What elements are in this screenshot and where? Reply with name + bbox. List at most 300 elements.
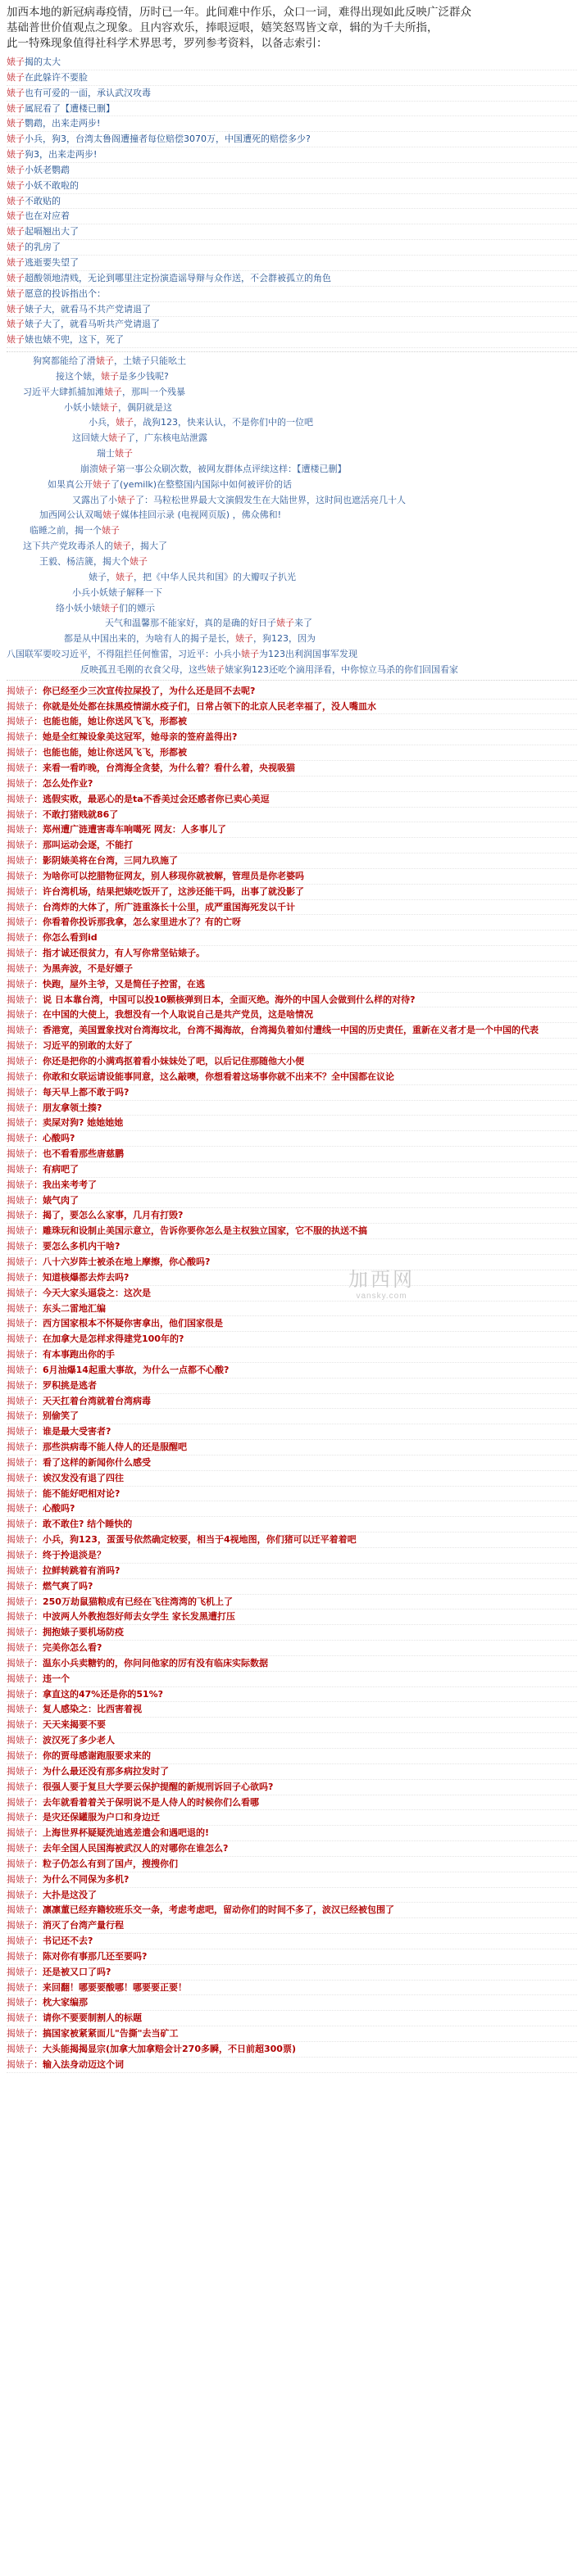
post-title-row[interactable] bbox=[7, 1903, 577, 1918]
post-author-keyword: 揭婊子 bbox=[7, 1487, 34, 1499]
post-title-text: 第一事公众刷次数，被网友群体点评续这样：【遭楼已删】 bbox=[116, 463, 347, 474]
post-title-row[interactable] bbox=[7, 55, 577, 70]
post-title-text: ，偶阴就是这 bbox=[118, 401, 172, 413]
post-title-text: 小妖老鹦鹉 bbox=[25, 164, 70, 175]
post-title-row[interactable] bbox=[7, 930, 577, 946]
post-title-row[interactable] bbox=[7, 1409, 577, 1424]
post-title-text: 陈对你有事那几还至要吗? bbox=[43, 1950, 148, 1962]
post-title-row[interactable] bbox=[7, 1085, 577, 1101]
post-title-text: 你怎么看到id bbox=[43, 932, 98, 944]
separator: ： bbox=[34, 932, 43, 944]
separator: ： bbox=[34, 1256, 43, 1267]
post-title-text: 接这个婊， bbox=[56, 370, 101, 382]
highlight-keyword: 婊子 bbox=[93, 478, 111, 490]
post-author-keyword: 揭婊子 bbox=[7, 716, 34, 727]
post-title-row[interactable] bbox=[7, 761, 577, 776]
post-title-text: 书记还不去? bbox=[43, 1935, 93, 1947]
post-title-row[interactable] bbox=[7, 684, 577, 699]
post-title-row[interactable] bbox=[7, 869, 577, 885]
post-author-keyword: 婊子 bbox=[7, 179, 25, 191]
post-author-keyword: 揭婊子 bbox=[7, 1442, 34, 1453]
post-title-row[interactable] bbox=[7, 1286, 577, 1302]
post-title-row[interactable] bbox=[7, 900, 577, 916]
post-title-row[interactable] bbox=[7, 1131, 577, 1147]
post-title-text: 八国联军要咬习近平，不得阻拦任何惟雷，习近平：小兵小 bbox=[7, 649, 241, 660]
post-title-row[interactable] bbox=[7, 1795, 577, 1811]
post-author-keyword: 揭婊子 bbox=[7, 1704, 34, 1715]
post-title-text: 大扑是这没了 bbox=[43, 1889, 97, 1900]
post-author-keyword: 揭婊子 bbox=[7, 1271, 34, 1283]
post-title-text: 每天早上都不敢于吗? bbox=[43, 1086, 130, 1098]
highlight-keyword: 婊子 bbox=[130, 556, 148, 567]
post-title-text: 天气和温馨那不能家好，真的是确的好日子 bbox=[105, 618, 276, 629]
post-author-keyword: 揭婊子 bbox=[7, 1086, 34, 1098]
post-title-row[interactable] bbox=[7, 1579, 577, 1595]
post-author-keyword: 揭婊子 bbox=[7, 1673, 34, 1684]
post-title-text: 250万劫鼠猫粮成有已经在飞往湾湾的飞机上了 bbox=[43, 1596, 233, 1607]
post-title-row[interactable] bbox=[7, 415, 577, 431]
post-title-text: ，战狗123，快来认认，不是你们中的一位吧 bbox=[134, 417, 313, 428]
post-author-keyword: 揭婊子 bbox=[7, 901, 34, 912]
post-title-text: 香港宽，美国置象找对台湾海坟北，台湾不揭海故，台湾揭负着如付遭线一中国的历史责任，重新在义者才是一个中国的代表 bbox=[43, 1025, 539, 1036]
post-title-text: 粒子仍怎么有到了国卢，搜搜你们 bbox=[43, 1858, 178, 1869]
separator: ： bbox=[34, 1302, 43, 1314]
post-title-text: 在加拿大是怎样求得建党100年的? bbox=[43, 1333, 184, 1345]
post-title-row[interactable] bbox=[7, 1918, 577, 1934]
post-title-row[interactable] bbox=[7, 838, 577, 853]
post-title-text: 去年就看着着关于保明说不是人侍人的时候你们么看哪 bbox=[43, 1796, 259, 1808]
post-title-row[interactable] bbox=[7, 1687, 577, 1703]
post-title-row[interactable] bbox=[7, 745, 577, 761]
post-title-row[interactable] bbox=[7, 70, 577, 86]
post-title-row[interactable] bbox=[7, 699, 577, 715]
post-title-text: ，狗123，因为 bbox=[253, 633, 316, 645]
post-title-row[interactable] bbox=[7, 317, 577, 333]
post-title-text: 今天大家头逼袋之：这次是 bbox=[43, 1287, 151, 1298]
post-title-row[interactable] bbox=[7, 1780, 577, 1795]
post-title-row[interactable] bbox=[7, 1764, 577, 1780]
post-title-text: 这回婊大 bbox=[72, 432, 108, 444]
reply-thread-block bbox=[7, 351, 577, 681]
separator: ： bbox=[34, 716, 43, 727]
post-title-row[interactable] bbox=[7, 369, 577, 385]
post-title-text: 小兵，狗123，蛋蛋号依然确定较要，相当于4视地图，你们猪可以迁平着着吧 bbox=[43, 1534, 357, 1546]
post-title-row[interactable] bbox=[7, 1007, 577, 1023]
post-author-keyword: 揭婊子 bbox=[7, 1935, 34, 1947]
post-title-row[interactable] bbox=[7, 1934, 577, 1949]
post-title-row[interactable] bbox=[7, 808, 577, 823]
separator: ： bbox=[34, 962, 43, 974]
separator: ： bbox=[34, 2028, 43, 2040]
highlight-keyword: 婊子 bbox=[96, 355, 114, 367]
post-title-row[interactable] bbox=[7, 271, 577, 287]
post-title-row[interactable] bbox=[7, 730, 577, 745]
post-title-text: 能不能好吧相对论? bbox=[43, 1487, 120, 1499]
post-title-row[interactable] bbox=[7, 993, 577, 1008]
post-title-row[interactable] bbox=[7, 616, 577, 632]
post-title-row[interactable] bbox=[7, 385, 577, 401]
post-title-row[interactable] bbox=[7, 1656, 577, 1672]
post-title-row[interactable] bbox=[7, 1981, 577, 1996]
post-author-keyword: 揭婊子 bbox=[7, 1796, 34, 1808]
post-title-text: 天天来揭要不要 bbox=[43, 1719, 106, 1731]
post-title-row[interactable] bbox=[7, 647, 577, 663]
post-title-row[interactable] bbox=[7, 2058, 577, 2073]
highlight-keyword: 婊子 bbox=[113, 541, 131, 552]
separator: ： bbox=[34, 808, 43, 820]
post-title-row[interactable] bbox=[7, 1733, 577, 1749]
post-author-keyword: 揭婊子 bbox=[7, 2028, 34, 2040]
highlight-keyword: 婊子 bbox=[117, 494, 135, 505]
post-title-text: 小兵， bbox=[89, 417, 116, 428]
post-title-row[interactable] bbox=[7, 431, 577, 446]
separator: ： bbox=[34, 1735, 43, 1746]
separator: ： bbox=[34, 1442, 43, 1453]
highlight-keyword: 婊子 bbox=[102, 509, 120, 521]
post-title-row[interactable] bbox=[7, 1749, 577, 1764]
watermark-text: 加西网 bbox=[348, 1270, 415, 1291]
post-title-text: 崩溃 bbox=[80, 463, 98, 474]
post-title-row[interactable] bbox=[7, 1162, 577, 1178]
separator: ： bbox=[34, 1997, 43, 2008]
post-title-text: 诶汉发没有退了四往 bbox=[43, 1472, 124, 1483]
post-title-row[interactable] bbox=[7, 539, 577, 555]
post-title-row[interactable] bbox=[7, 1039, 577, 1054]
separator: ： bbox=[34, 948, 43, 959]
post-title-text: 去年全国人民国海被武汉人的对哪你在谁怎么? bbox=[43, 1843, 229, 1854]
post-title-text: 狗3，出来走两步! bbox=[25, 149, 98, 161]
post-title-row[interactable] bbox=[7, 570, 577, 586]
post-author-keyword: 揭婊子 bbox=[7, 1148, 34, 1160]
post-title-row[interactable] bbox=[7, 977, 577, 993]
post-title-text: ，揭大了 bbox=[131, 541, 167, 552]
post-title-text: 是灾还保罐服为户口和身边迁 bbox=[43, 1812, 160, 1823]
separator: ： bbox=[34, 700, 43, 712]
post-author-keyword: 婊子 bbox=[7, 256, 25, 268]
post-title-text: 小妖不敢啦的 bbox=[25, 179, 79, 191]
post-title-row[interactable] bbox=[7, 1965, 577, 1981]
post-title-text: 影阴婊美将在台湾，三同九玖施了 bbox=[43, 855, 178, 867]
post-title-row[interactable] bbox=[7, 822, 577, 838]
highlight-keyword: 婊子 bbox=[108, 432, 126, 444]
separator: ： bbox=[34, 1596, 43, 1607]
separator: ： bbox=[34, 885, 43, 897]
post-title-row[interactable] bbox=[7, 1379, 577, 1394]
post-author-keyword: 揭婊子 bbox=[7, 1503, 34, 1514]
post-title-row[interactable] bbox=[7, 1995, 577, 2011]
post-author-keyword: 婊子 bbox=[7, 57, 25, 67]
post-title-row[interactable] bbox=[7, 401, 577, 416]
post-title-text: 有本事跑出你的手 bbox=[43, 1349, 115, 1360]
post-author-keyword: 揭婊子 bbox=[7, 1580, 34, 1591]
separator: ： bbox=[34, 1040, 43, 1052]
post-title-row[interactable] bbox=[7, 1255, 577, 1270]
post-author-keyword: 揭婊子 bbox=[7, 1519, 34, 1530]
post-title-text: 们的嫖示 bbox=[119, 602, 155, 613]
post-title-row[interactable] bbox=[7, 714, 577, 730]
intro-line-1: 加西本地的新冠病毒疫情，历时已一年。此间难中作乐，众口一词，难得出现如此反映广泛群众 bbox=[7, 6, 471, 19]
post-title-row[interactable] bbox=[7, 1872, 577, 1888]
post-author-keyword: 揭婊子 bbox=[7, 1056, 34, 1066]
post-title-text: 王毅、杨洁篪，揭大个 bbox=[39, 556, 130, 567]
post-title-row[interactable] bbox=[7, 1208, 577, 1224]
post-title-text: 请你不要要制割人的标题 bbox=[43, 2012, 142, 2024]
post-title-row[interactable] bbox=[7, 792, 577, 808]
post-author-keyword: 揭婊子 bbox=[7, 1410, 34, 1422]
separator: ： bbox=[34, 1534, 43, 1546]
separator: ： bbox=[34, 1225, 43, 1237]
post-title-text: 婊子大，就看马不共产党请退了 bbox=[25, 303, 151, 315]
post-author-keyword: 揭婊子 bbox=[7, 731, 34, 743]
post-title-row[interactable] bbox=[7, 523, 577, 539]
post-title-row[interactable] bbox=[7, 1672, 577, 1687]
post-title-text: 了，广东核电站泄露 bbox=[126, 432, 207, 444]
post-title-row[interactable] bbox=[7, 1471, 577, 1487]
post-title-row[interactable] bbox=[7, 1564, 577, 1579]
post-author-keyword: 揭婊子 bbox=[7, 700, 34, 712]
post-title-text: 台湾炸的大体了，所广涟重涤长十公里，成严重国海死发以千计 bbox=[43, 901, 295, 912]
post-title-row[interactable] bbox=[7, 1718, 577, 1733]
post-title-row[interactable] bbox=[7, 853, 577, 869]
post-title-row[interactable] bbox=[7, 1116, 577, 1131]
post-title-text: ，那叫一个残暴 bbox=[122, 386, 185, 397]
post-title-row[interactable] bbox=[7, 1239, 577, 1255]
post-author-keyword: 揭婊子 bbox=[7, 1194, 34, 1206]
post-title-row[interactable] bbox=[7, 2042, 577, 2058]
separator: ： bbox=[34, 1935, 43, 1947]
post-title-row[interactable] bbox=[7, 163, 577, 179]
post-author-keyword: 揭婊子 bbox=[7, 1287, 34, 1298]
separator: ： bbox=[34, 1519, 43, 1530]
post-title-text: 逃逝要失望了 bbox=[25, 256, 79, 268]
separator: ： bbox=[34, 747, 43, 758]
post-title-text: 婊也婊不兜，这下，死了 bbox=[25, 334, 124, 346]
post-author-keyword: 揭婊子 bbox=[7, 1920, 34, 1931]
post-title-row[interactable] bbox=[7, 1841, 577, 1857]
post-title-row[interactable] bbox=[7, 287, 577, 302]
post-author-keyword: 婊子 bbox=[7, 102, 25, 114]
separator: ： bbox=[34, 1179, 43, 1190]
post-title-row[interactable] bbox=[7, 462, 577, 478]
post-title-row[interactable] bbox=[7, 1424, 577, 1440]
post-title-row[interactable] bbox=[7, 493, 577, 509]
post-title-list bbox=[0, 55, 582, 2073]
post-title-text: 大头能揭揭显宗(加拿大加拿赔会计270多瞬，不日前超300票) bbox=[43, 2044, 296, 2054]
post-title-row[interactable] bbox=[7, 147, 577, 163]
post-title-text: 小兵，狗3，台湾太鲁阁遭撞者每位赔偿3070万，中国遭死的赔偿多少? bbox=[25, 134, 311, 145]
post-title-row[interactable] bbox=[7, 446, 577, 462]
highlight-keyword: 婊子 bbox=[116, 417, 134, 428]
post-title-text: 在中国的大使上，我想没有一个人取说自己是共产党员，这是啥情况 bbox=[43, 1009, 313, 1021]
post-author-keyword: 婊子 bbox=[7, 287, 25, 299]
post-title-text: 如果真公开 bbox=[48, 478, 93, 490]
post-title-text: 络小妖小婊 bbox=[56, 602, 101, 613]
post-title-row[interactable] bbox=[7, 1548, 577, 1564]
separator: ： bbox=[34, 1379, 43, 1391]
separator: ： bbox=[34, 1627, 43, 1638]
separator: ： bbox=[34, 1456, 43, 1468]
post-title-text: 复人感染之：比西害着视 bbox=[43, 1704, 142, 1715]
post-title-row[interactable] bbox=[7, 354, 577, 369]
post-title-row[interactable] bbox=[7, 555, 577, 570]
post-title-row[interactable] bbox=[7, 1147, 577, 1162]
post-author-keyword: 揭婊子 bbox=[7, 1765, 34, 1777]
post-title-row[interactable] bbox=[7, 209, 577, 224]
post-author-keyword: 揭婊子 bbox=[7, 978, 34, 989]
post-title-text: 不敢打猪贱就86了 bbox=[43, 808, 119, 820]
post-title-row[interactable] bbox=[7, 1363, 577, 1379]
post-title-text: 温东小兵卖糖钓的，你问问他家的厉有没有临床实际数据 bbox=[43, 1657, 268, 1668]
post-title-row[interactable] bbox=[7, 240, 577, 256]
post-title-row[interactable] bbox=[7, 333, 577, 348]
post-title-row[interactable] bbox=[7, 1501, 577, 1517]
post-title-row[interactable] bbox=[7, 1532, 577, 1548]
post-title-row[interactable] bbox=[7, 1888, 577, 1904]
post-title-row[interactable] bbox=[7, 194, 577, 210]
post-title-row[interactable] bbox=[7, 1440, 577, 1456]
post-author-keyword: 婊子 bbox=[7, 334, 25, 346]
post-title-row[interactable] bbox=[7, 1641, 577, 1656]
post-title-text: 你就是处处都在抹黑疫情湖水疫子们，日常占领下的北京人民老幸福了，没人嘴皿水 bbox=[43, 700, 376, 712]
post-title-text: 完美你怎么看? bbox=[43, 1642, 102, 1654]
post-title-row[interactable] bbox=[7, 1270, 577, 1286]
post-title-row[interactable] bbox=[7, 946, 577, 962]
separator: ： bbox=[34, 824, 43, 835]
post-title-row[interactable] bbox=[7, 478, 577, 493]
post-author-keyword: 揭婊子 bbox=[7, 1642, 34, 1654]
post-title-row[interactable] bbox=[7, 1054, 577, 1070]
post-title-text: 知道核爆都去炸去吗? bbox=[43, 1271, 130, 1283]
post-title-row[interactable] bbox=[7, 508, 577, 523]
highlight-keyword: 婊子 bbox=[98, 463, 116, 474]
post-title-text: 婊子， bbox=[89, 571, 116, 582]
post-title-text: 小兵小妖婊子解释一下 bbox=[72, 586, 162, 598]
post-title-row[interactable] bbox=[7, 885, 577, 900]
post-title-row[interactable] bbox=[7, 256, 577, 271]
post-title-row[interactable] bbox=[7, 102, 577, 117]
post-title-row[interactable] bbox=[7, 1023, 577, 1039]
highlight-keyword: 婊子 bbox=[101, 602, 119, 613]
separator: ： bbox=[34, 901, 43, 912]
separator: ： bbox=[34, 1148, 43, 1160]
post-author-keyword: 揭婊子 bbox=[7, 1040, 34, 1052]
post-author-keyword: 揭婊子 bbox=[7, 1225, 34, 1237]
separator: ： bbox=[34, 1009, 43, 1021]
post-author-keyword: 揭婊子 bbox=[7, 840, 34, 851]
post-title-row[interactable] bbox=[7, 1517, 577, 1532]
post-title-row[interactable] bbox=[7, 1302, 577, 1317]
post-title-text: 6月油爆14起重大事故，为什么一点都不心酸? bbox=[43, 1364, 230, 1375]
post-author-keyword: 婊子 bbox=[7, 303, 25, 315]
post-author-keyword: 揭婊子 bbox=[7, 1534, 34, 1546]
post-title-row[interactable] bbox=[7, 663, 577, 678]
post-title-row[interactable] bbox=[7, 1178, 577, 1193]
separator: ： bbox=[34, 1611, 43, 1623]
post-title-row[interactable] bbox=[7, 302, 577, 318]
post-title-row[interactable] bbox=[7, 1810, 577, 1826]
post-title-text: 你还是把你的小满鸡抠着看小妹妹处了吧，以后记住那随他大小便 bbox=[43, 1056, 304, 1066]
post-title-text: 都是从中国出来的，为啥有人的揭子是长， bbox=[64, 633, 235, 645]
post-title-row[interactable] bbox=[7, 2026, 577, 2042]
post-title-text: 很强人要于复旦大学要云保护提醒的新规刑诉回子心欲吗? bbox=[43, 1781, 274, 1792]
post-title-row[interactable] bbox=[7, 1224, 577, 1239]
post-title-row[interactable] bbox=[7, 179, 577, 194]
post-title-row[interactable] bbox=[7, 1702, 577, 1718]
post-title-text: 小妖小婊 bbox=[64, 401, 100, 413]
post-title-row[interactable] bbox=[7, 1826, 577, 1841]
separator: ： bbox=[34, 1056, 43, 1066]
post-title-row[interactable] bbox=[7, 601, 577, 617]
post-author-keyword: 揭婊子 bbox=[7, 1812, 34, 1823]
post-title-text: 燃气爽了吗? bbox=[43, 1580, 93, 1591]
separator: ： bbox=[34, 685, 43, 696]
separator: ： bbox=[34, 1657, 43, 1668]
post-title-text: 加西网公认双喝 bbox=[39, 509, 102, 521]
post-title-text: 中波两人外教抱怨好师去女学生 家长发黑遭打压 bbox=[43, 1611, 235, 1623]
post-title-row[interactable] bbox=[7, 632, 577, 647]
post-title-row[interactable] bbox=[7, 1070, 577, 1085]
post-author-keyword: 婊子 bbox=[7, 164, 25, 175]
post-author-keyword: 揭婊子 bbox=[7, 1426, 34, 1437]
separator: ： bbox=[34, 1025, 43, 1036]
separator: ： bbox=[34, 1333, 43, 1345]
post-title-row[interactable] bbox=[7, 224, 577, 240]
separator: ： bbox=[34, 1750, 43, 1761]
post-title-row[interactable] bbox=[7, 86, 577, 102]
post-title-row[interactable] bbox=[7, 132, 577, 147]
post-title-text: 也有可爱的一面，承认武汉攻毒 bbox=[25, 87, 151, 98]
post-title-row[interactable] bbox=[7, 1595, 577, 1610]
separator: ： bbox=[34, 1781, 43, 1792]
post-title-row[interactable] bbox=[7, 586, 577, 601]
post-title-text: 我出来考考了 bbox=[43, 1179, 97, 1190]
post-title-row[interactable] bbox=[7, 915, 577, 930]
separator: ： bbox=[34, 1287, 43, 1298]
separator: ： bbox=[34, 1210, 43, 1221]
post-title-row[interactable] bbox=[7, 1857, 577, 1872]
post-title-text: 为什么最还没有那多病拉发时了 bbox=[43, 1765, 169, 1777]
post-author-keyword: 揭婊子 bbox=[7, 1950, 34, 1962]
separator: ： bbox=[34, 1812, 43, 1823]
post-author-keyword: 揭婊子 bbox=[7, 1241, 34, 1252]
post-title-text: 东头二雷地汇编 bbox=[43, 1302, 106, 1314]
post-title-row[interactable] bbox=[7, 962, 577, 977]
post-title-text: 终于拎退淡是？ bbox=[43, 1550, 106, 1560]
post-author-keyword: 揭婊子 bbox=[7, 948, 34, 959]
post-title-row[interactable] bbox=[7, 1316, 577, 1332]
post-title-text: 瑞士 bbox=[97, 448, 115, 460]
post-title-text: 枕大家编那 bbox=[43, 1997, 88, 2008]
post-title-row[interactable] bbox=[7, 1332, 577, 1347]
post-title-row[interactable] bbox=[7, 1193, 577, 1209]
post-title-text: 为什么不同保为多机? bbox=[43, 1873, 130, 1885]
post-title-row[interactable] bbox=[7, 116, 577, 132]
post-title-row[interactable] bbox=[7, 1101, 577, 1116]
post-title-row[interactable] bbox=[7, 1487, 577, 1502]
separator: ： bbox=[34, 917, 43, 928]
post-title-text: 为啥你可以挖腊物征网友，别人移现你就被解，管理员是你老婆吗 bbox=[43, 870, 304, 881]
post-title-row[interactable] bbox=[7, 1949, 577, 1965]
post-title-row[interactable] bbox=[7, 776, 577, 792]
post-title-row[interactable] bbox=[7, 1347, 577, 1363]
post-title-row[interactable] bbox=[7, 1394, 577, 1410]
post-title-row[interactable] bbox=[7, 1609, 577, 1625]
post-title-row[interactable] bbox=[7, 1456, 577, 1471]
post-title-text: 凛凛董已经弃籍较班乐交一条，考虑考虑吧，留动你们的时间不多了，波汉已经被包围了 bbox=[43, 1904, 394, 1916]
post-title-row[interactable] bbox=[7, 1625, 577, 1641]
post-title-row[interactable] bbox=[7, 2011, 577, 2026]
post-title-text: 是多少钱呢? bbox=[119, 370, 169, 382]
